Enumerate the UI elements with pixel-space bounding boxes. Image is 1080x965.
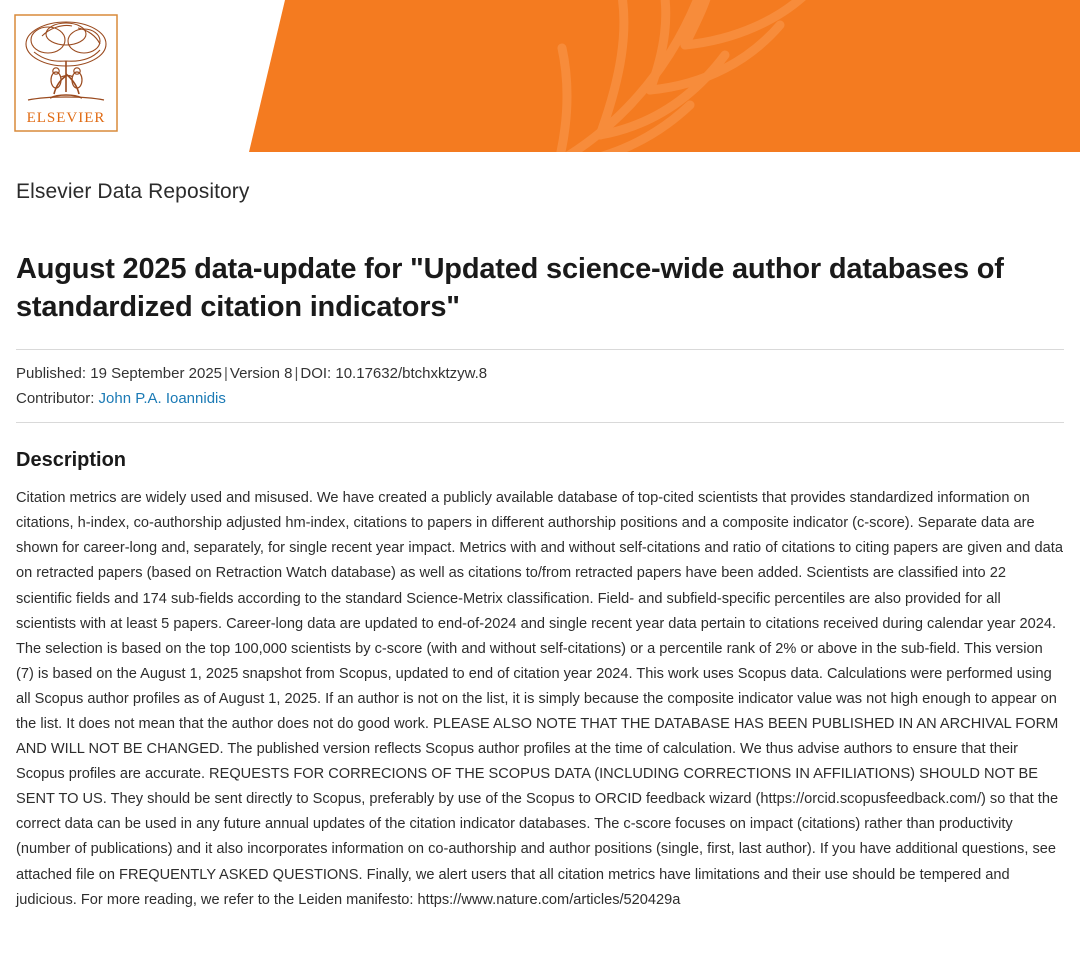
doi-label: DOI: — [300, 364, 332, 382]
leaf-watermark-icon — [480, 0, 900, 152]
publication-line — [16, 361, 1064, 387]
repository-name: Elsevier Data Repository — [16, 180, 250, 203]
meta-separator-1: | — [224, 364, 228, 382]
version-label: Version 8 — [229, 364, 293, 382]
page-banner — [0, 0, 1080, 152]
doi-value: 10.17632/btchxktzyw.8 — [335, 364, 488, 382]
meta-separator-2: | — [294, 364, 299, 382]
record-metadata — [16, 349, 1064, 424]
elsevier-logo[interactable] — [14, 14, 118, 132]
description-heading: Description — [16, 449, 127, 472]
description-body: Citation metrics are widely used and misused. We have created a publicly available database of top-cited scientists that provides standardized information on citations, h-index, co-authorship adjusted hm-index, citations to papers in different authorship positions and a composite indicator (c-score). Separate data are shown for career-long and, separately, for single recent year impact. Metrics with and without self-citations and ratio of citations to citing papers are given and data on retracted papers (based on Retraction Watch database) as well as citations to/from retracted papers have been added. Scientists are classified into 22 scientific fields and 174 sub-fields according to the standard Science-Metrix classification. Field- and subfield-specific percentiles are also provided for all scientists with at least 5 papers. Career-long data are updated to end-of-2024 and single recent year data pertain to citations received during calendar year 2024. The selection is based on the top 100,000 scientists by c-score (with and without self-citations) or a percentile rank of 2% or above in the sub-field. This version (7) is based on the August 1, 2025 snapshot from Scopus, updated to end of citation year 2024. This work uses Scopus data. Calculations were performed using all Scopus author profiles as of August 1, 2025. If an author is not on the list, it is simply because the composite indicator value was not high enough to appear on the list. It does not mean that the author does not do good work. PLEASE ALSO NOTE THAT THE DATABASE HAS BEEN PUBLISHED IN AN ARCHIVAL FORM AND WILL NOT BE CHANGED. The published version reflects Scopus author profiles at the time of calculation. We thus advise authors to ensure that their Scopus profiles are accurate. REQUESTS FOR CORRECIONS OF THE SCOPUS DATA (INCLUDING CORRECTIONS IN AFFILIATIONS) SHOULD NOT BE SENT TO US. They should be sent directly to Scopus, preferably by use of the Scopus to ORCID feedback wizard (https://orcid.scopusfeedback.com/) so that the correct data can be used in any future annual updates of the citation indicator databases. The c-score focuses on impact (citations) rather than productivity (number of publications) and it also incorporates information on co-authorship and author positions (single, first, last author). If you have additional questions, see attached file on FREQUENTLY ASKED QUESTIONS. Finally, we alert users that all citation metrics have limitations and their use should be tempered and judicious. For more reading, we refer to the Leiden manifesto: https://www.nature.com/articles/520429a — [16, 490, 1063, 908]
page-title: August 2025 data-update for "Updated science-wide author databases of standardized citation indicators" — [16, 253, 1004, 324]
contributor-line — [16, 386, 1064, 412]
contributor-label: Contributor: — [16, 390, 95, 408]
contributor-link[interactable]: John P.A. Ioannidis — [98, 390, 226, 408]
svg-text:ELSEVIER: ELSEVIER — [26, 110, 106, 126]
published-date: 19 September 2025 — [90, 364, 222, 382]
page-content — [0, 180, 1080, 913]
published-label: Published: — [16, 364, 87, 382]
